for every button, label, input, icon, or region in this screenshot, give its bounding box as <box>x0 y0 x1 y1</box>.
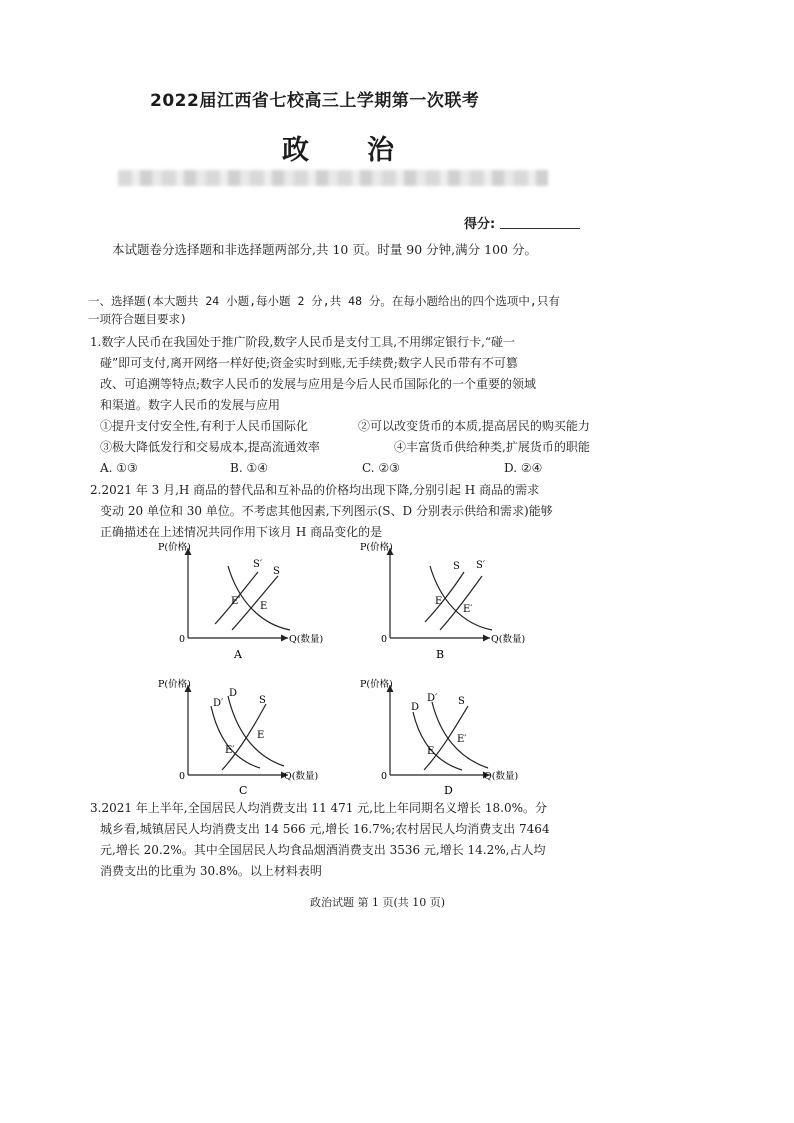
curve-label: S <box>458 696 465 707</box>
subject-title: 政治 <box>282 135 452 166</box>
origin-label: 0 <box>381 634 388 645</box>
origin-label: 0 <box>381 771 388 782</box>
curve-label: D <box>411 702 420 713</box>
x-axis-label: Q(数量) <box>491 634 526 645</box>
graph-letter: D <box>444 784 453 797</box>
graph-letter: C <box>239 784 248 797</box>
graph-letter: A <box>234 648 242 661</box>
point-label: E <box>427 746 435 757</box>
question-text-line: 1.数字人民币在我国处于推广阶段,数字人民币是支付工具,不用绑定银行卡,“碰一 <box>90 335 516 349</box>
question-text-line: 变动 20 单位和 30 单位。不考虑其他因素,下列图示(S、D 分别表示供给和需求)能够 <box>100 504 553 518</box>
score-label: 得分: <box>464 217 496 232</box>
curve-label: S <box>453 561 460 572</box>
point-label: E′ <box>457 734 467 745</box>
graph-letter: B <box>436 648 445 661</box>
x-axis-label: Q(数量) <box>289 634 324 645</box>
statement-item: ①提升支付安全性,有利于人民币国际化 <box>100 419 308 433</box>
curve-label: S′ <box>476 560 486 571</box>
origin-label: 0 <box>179 634 186 645</box>
y-axis-label: P(价格) <box>158 679 191 690</box>
graph-a <box>158 541 323 661</box>
question-3 <box>90 798 700 882</box>
question-text-line: 碰”即可支付,离开网络一样好使;资金实时到账,无手续费;数字人民币带有不可篡 <box>100 356 518 370</box>
question-text-line: 正确描述在上述情况共同作用下该月 H 商品变化的是 <box>100 525 383 539</box>
x-axis-label: Q(数量) <box>484 771 519 782</box>
option-d[interactable]: D. ②④ <box>504 461 543 475</box>
question-text-line: 元,增长 20.2%。其中全国居民人均食品烟酒消费支出 3536 元,增长 14.2%,占人均 <box>100 843 546 857</box>
point-label: E <box>260 601 268 612</box>
question-text-line: 3.2021 年上半年,全国居民人均消费支出 11 471 元,比上年同期名义增长 18.0%。分 <box>90 801 547 815</box>
option-c[interactable]: C. ②③ <box>362 461 400 475</box>
point-label: E <box>435 596 443 607</box>
section-heading-line: 一项符合题目要求) <box>88 312 187 326</box>
curve-label: D′ <box>427 693 438 704</box>
x-axis-label: Q(数量) <box>284 771 319 782</box>
curve-label: D′ <box>213 698 224 709</box>
section-heading-line: 一、选择题(本大题共 24 小题,每小题 2 分,共 48 分。在每小题给出的四个选项中,只有 <box>88 294 560 308</box>
page-footer: 政治试题 第 1 页(共 10 页) <box>310 896 446 909</box>
statement-item: ②可以改变货币的本质,提高居民的购买能力 <box>358 419 590 433</box>
origin-label: 0 <box>179 771 186 782</box>
y-axis-label: P(价格) <box>158 542 191 553</box>
graph-b <box>360 541 525 661</box>
graph-c <box>158 678 318 797</box>
option-a[interactable]: A. ①③ <box>100 461 138 475</box>
exam-intro: 本试题卷分选择题和非选择题两部分,共 10 页。时量 90 分钟,满分 100 分。 <box>112 242 537 257</box>
statement-item: ④丰富货币供给种类,扩展货币的职能 <box>394 440 590 454</box>
statement-item: ③极大降低发行和交易成本,提高流通效率 <box>100 440 320 454</box>
curve-label: S <box>273 566 280 577</box>
point-label: E <box>257 730 265 741</box>
curve-label: S′ <box>253 559 263 570</box>
exam-title: 2022届江西省七校高三上学期第一次联考 <box>150 91 480 111</box>
question-text-line: 消费支出的比重为 30.8%。以上材料表明 <box>100 864 322 878</box>
point-label: E′ <box>231 596 241 607</box>
question-text-line: 和渠道。数字人民币的发展与应用 <box>100 398 281 412</box>
curve-label: S <box>259 695 266 706</box>
curve-label: D <box>229 688 238 699</box>
question-text-line: 2.2021 年 3 月,H 商品的替代品和互补品的价格均出现下降,分别引起 H 商品的需求 <box>90 483 540 497</box>
question-text-line: 城乡看,城镇居民人均消费支出 14 566 元,增长 16.7%;农村居民人均消费支出 7464 <box>100 822 550 836</box>
question-text-line: 改、可追溯等特点;数字人民币的发展与应用是今后人民币国际化的一个重要的领域 <box>100 377 537 391</box>
y-axis-label: P(价格) <box>360 679 393 690</box>
y-axis-label: P(价格) <box>360 542 393 553</box>
point-label: E′ <box>225 745 235 756</box>
point-label: E′ <box>463 604 473 615</box>
graph-d <box>360 678 518 797</box>
option-b[interactable]: B. ①④ <box>230 461 268 475</box>
